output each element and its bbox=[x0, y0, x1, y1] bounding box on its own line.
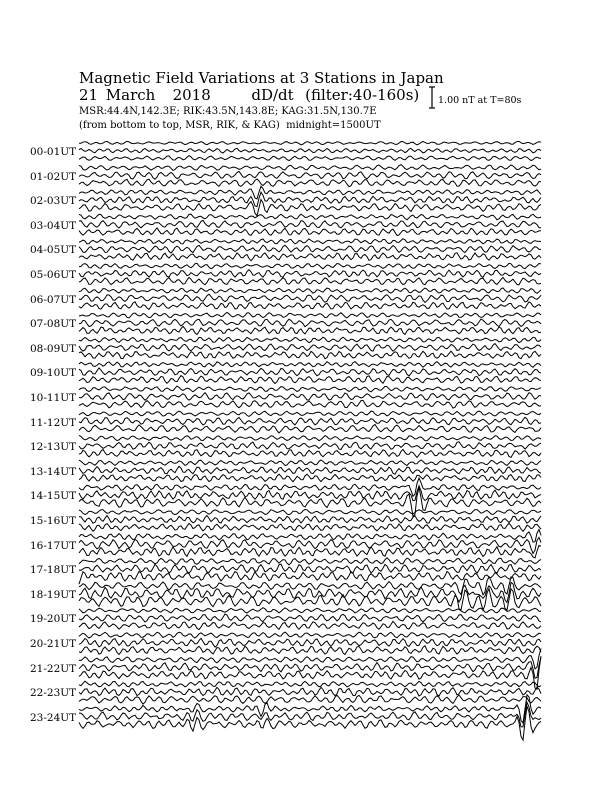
hour-label: 08-09UT bbox=[30, 342, 77, 355]
trace-rik-03-04ut bbox=[79, 220, 541, 228]
trace-rik-01-02ut bbox=[79, 171, 541, 179]
hour-label: 00-01UT bbox=[30, 146, 77, 158]
trace-kag-13-14ut bbox=[79, 460, 541, 466]
trace-kag-01-02ut bbox=[79, 165, 541, 171]
trace-msr-08-09ut bbox=[79, 351, 541, 359]
hour-label: 12-13UT bbox=[30, 441, 77, 454]
trace-kag-22-23ut bbox=[79, 681, 541, 687]
trace-kag-20-21ut bbox=[79, 632, 541, 638]
hour-label: 06-07UT bbox=[30, 293, 77, 306]
trace-kag-06-07ut bbox=[79, 288, 541, 293]
trace-rik-00-01ut bbox=[79, 148, 541, 153]
trace-msr-01-02ut bbox=[79, 179, 541, 187]
trace-msr-23-24ut bbox=[79, 706, 541, 740]
trace-kag-04-05ut bbox=[79, 239, 541, 244]
trace-rik-09-10ut bbox=[79, 368, 541, 376]
filter-label: (filter:40-160s) bbox=[305, 86, 420, 104]
trace-rik-05-06ut bbox=[79, 270, 541, 278]
midnight-text: midnight=1500UT bbox=[286, 120, 381, 131]
hour-label: 03-04UT bbox=[30, 219, 77, 232]
trace-kag-09-10ut bbox=[79, 362, 541, 368]
trace-msr-05-06ut bbox=[79, 277, 541, 284]
trace-kag-15-16ut bbox=[79, 510, 541, 515]
hour-label: 09-10UT bbox=[30, 367, 77, 380]
hour-label: 15-16UT bbox=[30, 515, 77, 527]
trace-rik-23-24ut bbox=[79, 702, 541, 727]
trace-kag-14-15ut bbox=[79, 478, 541, 496]
trace-rik-11-12ut bbox=[79, 417, 541, 425]
hour-label: 13-14UT bbox=[30, 465, 77, 478]
hour-label: 19-20UT bbox=[30, 613, 77, 626]
trace-kag-08-09ut bbox=[79, 337, 541, 342]
hour-label: 04-05UT bbox=[30, 244, 77, 257]
trace-msr-04-05ut bbox=[79, 253, 541, 261]
hour-label: 01-02UT bbox=[30, 170, 77, 183]
trace-rik-02-03ut bbox=[79, 192, 541, 206]
trace-kag-16-17ut bbox=[79, 530, 541, 543]
trace-rik-19-20ut bbox=[79, 614, 541, 622]
chart-title: Magnetic Field Variations at 3 Stations in Japan bbox=[79, 69, 444, 87]
trace-msr-07-08ut bbox=[79, 326, 541, 334]
quantity-label: dD/dt bbox=[251, 86, 294, 104]
trace-rik-06-07ut bbox=[79, 294, 541, 302]
scale-label: 1.00 nT at T=80s bbox=[438, 95, 522, 106]
trace-msr-10-11ut bbox=[79, 400, 541, 408]
trace-kag-12-13ut bbox=[79, 436, 541, 441]
trace-msr-19-20ut bbox=[79, 621, 541, 629]
trace-msr-22-23ut bbox=[79, 695, 541, 704]
trace-rik-07-08ut bbox=[79, 319, 541, 327]
hour-label: 17-18UT bbox=[30, 564, 77, 577]
trace-rik-17-18ut bbox=[79, 564, 541, 573]
trace-rik-13-14ut bbox=[79, 466, 541, 474]
trace-rik-12-13ut bbox=[79, 442, 541, 450]
trace-rik-20-21ut bbox=[79, 638, 541, 647]
order-text: (from bottom to top, MSR, RIK, & KAG) bbox=[79, 120, 280, 131]
hour-label: 11-12UT bbox=[30, 416, 77, 429]
hour-label: 18-19UT bbox=[30, 588, 77, 601]
trace-rik-04-05ut bbox=[79, 245, 541, 253]
scale-bar bbox=[429, 87, 435, 108]
trace-rik-22-23ut bbox=[79, 687, 541, 696]
date-month: March bbox=[105, 86, 156, 104]
trace-msr-06-07ut bbox=[79, 302, 541, 310]
trace-kag-03-04ut bbox=[79, 214, 541, 220]
trace-kag-17-18ut bbox=[79, 558, 541, 565]
trace-kag-05-06ut bbox=[79, 263, 541, 269]
trace-kag-07-08ut bbox=[79, 312, 541, 318]
hour-label: 10-11UT bbox=[30, 392, 77, 404]
trace-rik-08-09ut bbox=[79, 344, 541, 352]
hour-label: 07-08UT bbox=[30, 318, 77, 331]
hour-label: 20-21UT bbox=[30, 638, 77, 650]
trace-msr-11-12ut bbox=[79, 425, 541, 433]
trace-kag-19-20ut bbox=[79, 608, 541, 613]
hour-label: 21-22UT bbox=[30, 662, 77, 675]
trace-msr-16-17ut bbox=[79, 545, 541, 558]
date-day: 21 bbox=[79, 86, 99, 104]
hour-label: 16-17UT bbox=[30, 539, 77, 552]
hour-label: 02-03UT bbox=[30, 195, 77, 208]
hour-label: 14-15UT bbox=[30, 490, 77, 503]
trace-kag-10-11ut bbox=[79, 386, 541, 392]
trace-rik-15-16ut bbox=[79, 516, 541, 524]
trace-rik-10-11ut bbox=[79, 393, 541, 401]
date-year: 2018 bbox=[172, 86, 211, 104]
trace-msr-02-03ut bbox=[79, 200, 541, 216]
trace-msr-17-18ut bbox=[79, 571, 541, 584]
hour-label: 05-06UT bbox=[30, 269, 77, 281]
hour-label: 22-23UT bbox=[30, 687, 77, 700]
trace-msr-20-21ut bbox=[79, 646, 541, 655]
trace-msr-13-14ut bbox=[79, 474, 541, 482]
trace-msr-09-10ut bbox=[79, 376, 541, 384]
trace-kag-11-12ut bbox=[79, 411, 541, 416]
trace-msr-03-04ut bbox=[79, 228, 541, 236]
trace-kag-00-01ut bbox=[79, 141, 541, 144]
stations-line: MSR:44.4N,142.3E; RIK:43.5N,143.8E; KAG:31.5N,130.7E bbox=[79, 106, 377, 117]
trace-msr-00-01ut bbox=[79, 156, 541, 161]
trace-msr-12-13ut bbox=[79, 449, 541, 457]
trace-msr-15-16ut bbox=[79, 523, 541, 531]
hour-label: 23-24UT bbox=[30, 711, 77, 724]
